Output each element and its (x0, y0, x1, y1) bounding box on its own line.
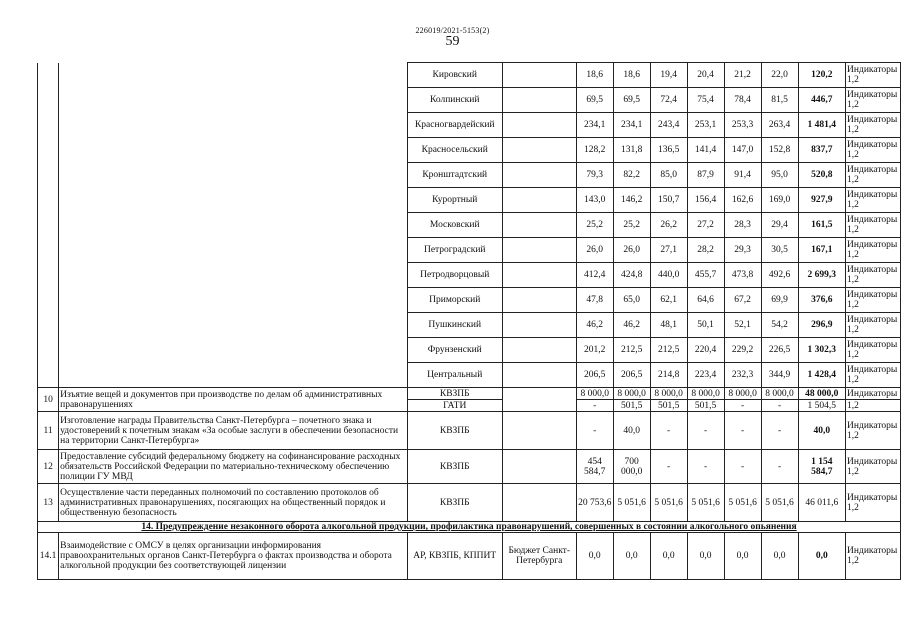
value-cell: 412,4 (576, 263, 613, 288)
activity-text (59, 63, 408, 388)
activity-text: Осуществление части переданных полномочий по составлению протоколов об административных правонарушениях, посягающих на общественный порядок и общественную безопасность (59, 484, 408, 522)
total-cell: 1 154 584,7 (798, 450, 846, 484)
indicator-cell: Индикаторы 1,2 (846, 338, 901, 363)
indicator-cell: Индикаторы 1,2 (846, 113, 901, 138)
funding-source (502, 88, 576, 113)
executor: АР, КВЗПБ, КППИТ (407, 533, 502, 580)
value-cell: 78,4 (724, 88, 761, 113)
value-cell: 220,4 (687, 338, 724, 363)
value-cell: 501,5 (613, 400, 650, 412)
value-cell: 8 000,0 (650, 388, 687, 400)
total-cell: 48 000,0 (798, 388, 846, 400)
value-cell: 5 051,6 (613, 484, 650, 522)
district-name: Пушкинский (407, 313, 502, 338)
value-cell: 700 000,0 (613, 450, 650, 484)
district-name: Центральный (407, 363, 502, 388)
district-name: Колпинский (407, 88, 502, 113)
value-cell: 8 000,0 (687, 388, 724, 400)
funding-source (502, 113, 576, 138)
value-cell: 5 051,6 (687, 484, 724, 522)
value-cell: 50,1 (687, 313, 724, 338)
total-cell: 1 428,4 (798, 363, 846, 388)
value-cell: 128,2 (576, 138, 613, 163)
value-cell: 226,5 (761, 338, 798, 363)
value-cell: 64,6 (687, 288, 724, 313)
value-cell: 91,4 (724, 163, 761, 188)
district-rows (38, 63, 901, 388)
value-cell: 201,2 (576, 338, 613, 363)
total-cell: 296,9 (798, 313, 846, 338)
value-cell: 146,2 (613, 188, 650, 213)
total-cell: 520,8 (798, 163, 846, 188)
row-number: 12 (38, 450, 59, 484)
value-cell: 136,5 (650, 138, 687, 163)
district-name: Красносельский (407, 138, 502, 163)
value-cell: 206,5 (613, 363, 650, 388)
indicator-cell: Индикаторы 1,2 (846, 63, 901, 88)
value-cell: 0,0 (687, 533, 724, 580)
value-cell: - (576, 412, 613, 450)
funding-source (502, 213, 576, 238)
value-cell: 212,5 (613, 338, 650, 363)
value-cell: 82,2 (613, 163, 650, 188)
district-name: Фрунзенский (407, 338, 502, 363)
value-cell: 0,0 (724, 533, 761, 580)
indicator-cell: Индикаторы 1,2 (846, 288, 901, 313)
executor: КВЗПБ (407, 388, 502, 400)
value-cell: 162,6 (724, 188, 761, 213)
value-cell: - (687, 412, 724, 450)
funding-source (502, 338, 576, 363)
funding-source (502, 313, 576, 338)
executor: ГАТИ (407, 400, 502, 412)
value-cell: 69,9 (761, 288, 798, 313)
value-cell: 18,6 (613, 63, 650, 88)
value-cell: 27,2 (687, 213, 724, 238)
total-cell: 120,2 (798, 63, 846, 88)
value-cell: 62,1 (650, 288, 687, 313)
value-cell: 344,9 (761, 363, 798, 388)
value-cell: 8 000,0 (576, 388, 613, 400)
value-cell: 492,6 (761, 263, 798, 288)
value-cell: 19,4 (650, 63, 687, 88)
district-name: Петродворцовый (407, 263, 502, 288)
value-cell: 72,4 (650, 88, 687, 113)
value-cell: 69,5 (613, 88, 650, 113)
activity-text: Взаимодействие с ОМСУ в целях организации информирования правоохранительных органов Санкт-Петербурга о фактах производства и оборота алкогольной продукции без соответствующей лицензии (59, 533, 408, 580)
funding-source (502, 188, 576, 213)
document-id: 226019/2021-5153(2) (415, 26, 490, 35)
funding-source (502, 63, 576, 88)
value-cell: - (761, 400, 798, 412)
district-name: Приморский (407, 288, 502, 313)
value-cell: 156,4 (687, 188, 724, 213)
value-cell: 0,0 (761, 533, 798, 580)
total-cell: 837,7 (798, 138, 846, 163)
total-cell: 46 011,6 (798, 484, 846, 522)
page-number: 59 (445, 34, 460, 49)
indicator-cell: Индикаторы 1,2 (846, 238, 901, 263)
value-cell: 5 051,6 (724, 484, 761, 522)
value-cell: 26,0 (613, 238, 650, 263)
value-cell: 28,2 (687, 238, 724, 263)
value-cell: 20 753,6 (576, 484, 613, 522)
value-cell: 47,8 (576, 288, 613, 313)
funding-source (502, 363, 576, 388)
value-cell: 87,9 (687, 163, 724, 188)
value-cell: 229,2 (724, 338, 761, 363)
value-cell: 169,0 (761, 188, 798, 213)
value-cell: 152,8 (761, 138, 798, 163)
value-cell: - (650, 450, 687, 484)
indicator-cell: Индикаторы 1,2 (846, 163, 901, 188)
value-cell: - (650, 412, 687, 450)
value-cell: 67,2 (724, 288, 761, 313)
executor: КВЗПБ (407, 412, 502, 450)
total-cell: 167,1 (798, 238, 846, 263)
value-cell: 131,8 (613, 138, 650, 163)
value-cell: 143,0 (576, 188, 613, 213)
value-cell: 0,0 (576, 533, 613, 580)
value-cell: 29,4 (761, 213, 798, 238)
funding-source (502, 484, 576, 522)
total-cell: 161,5 (798, 213, 846, 238)
value-cell: 25,2 (613, 213, 650, 238)
executor: КВЗПБ (407, 450, 502, 484)
district-name: Московский (407, 213, 502, 238)
district-name: Красногвардейский (407, 113, 502, 138)
value-cell: 8 000,0 (761, 388, 798, 400)
district-name: Петроградский (407, 238, 502, 263)
value-cell: 25,2 (576, 213, 613, 238)
value-cell: 253,1 (687, 113, 724, 138)
value-cell: - (761, 412, 798, 450)
value-cell: 150,7 (650, 188, 687, 213)
indicator-cell: Индикаторы 1,2 (846, 533, 901, 580)
total-cell: 0,0 (798, 533, 846, 580)
value-cell: 243,4 (650, 113, 687, 138)
indicator-cell: Индикаторы 1,2 (846, 363, 901, 388)
funding-source (502, 450, 576, 484)
indicator-cell: Индикаторы 1,2 (846, 138, 901, 163)
funding-source (502, 138, 576, 163)
value-cell: 5 051,6 (650, 484, 687, 522)
value-cell: 223,4 (687, 363, 724, 388)
value-cell: 234,1 (576, 113, 613, 138)
indicator-cell: Индикаторы 1,2 (846, 412, 901, 450)
district-name: Курортный (407, 188, 502, 213)
total-cell: 1 481,4 (798, 113, 846, 138)
indicator-cell: Индикаторы (846, 388, 901, 400)
indicator-cell: 1,2 (846, 400, 901, 412)
funding-source (502, 412, 576, 450)
value-cell: - (687, 450, 724, 484)
value-cell: 46,2 (576, 313, 613, 338)
value-cell: 5 051,6 (761, 484, 798, 522)
value-cell: 424,8 (613, 263, 650, 288)
value-cell: 501,5 (687, 400, 724, 412)
value-cell: 440,0 (650, 263, 687, 288)
value-cell: 95,0 (761, 163, 798, 188)
row-number: 14.1 (38, 533, 59, 580)
value-cell: 46,2 (613, 313, 650, 338)
indicator-cell: Индикаторы 1,2 (846, 263, 901, 288)
value-cell: - (724, 450, 761, 484)
value-cell: 141,4 (687, 138, 724, 163)
value-cell: 232,3 (724, 363, 761, 388)
indicator-cell: Индикаторы 1,2 (846, 484, 901, 522)
value-cell: 253,3 (724, 113, 761, 138)
value-cell: 147,0 (724, 138, 761, 163)
row-number: 10 (38, 388, 59, 412)
value-cell: 206,5 (576, 363, 613, 388)
activity-text: Изготовление награды Правительства Санкт-Петербурга – почетного знака и удостоверений к почетным знакам «За особые заслуги в обеспечении безопасности на территории Санкт-Петербурга» (59, 412, 408, 450)
value-cell: 501,5 (650, 400, 687, 412)
indicator-cell: Индикаторы 1,2 (846, 188, 901, 213)
total-cell: 2 699,3 (798, 263, 846, 288)
indicator-cell: Индикаторы 1,2 (846, 450, 901, 484)
row-number: 13 (38, 484, 59, 522)
district-name: Кировский (407, 63, 502, 88)
value-cell: 81,5 (761, 88, 798, 113)
value-cell: 21,2 (724, 63, 761, 88)
indicator-cell: Индикаторы 1,2 (846, 213, 901, 238)
value-cell: 20,4 (687, 63, 724, 88)
indicator-cell: Индикаторы 1,2 (846, 88, 901, 113)
value-cell: 30,5 (761, 238, 798, 263)
value-cell: - (724, 400, 761, 412)
funding-source (502, 288, 576, 313)
indicator-cell: Индикаторы 1,2 (846, 313, 901, 338)
value-cell: 214,8 (650, 363, 687, 388)
total-cell: 446,7 (798, 88, 846, 113)
program-table (37, 62, 901, 580)
value-cell: 40,0 (613, 412, 650, 450)
value-cell: 75,4 (687, 88, 724, 113)
value-cell: 0,0 (650, 533, 687, 580)
value-cell: 234,1 (613, 113, 650, 138)
value-cell: 48,1 (650, 313, 687, 338)
value-cell: 22,0 (761, 63, 798, 88)
value-cell: 454 584,7 (576, 450, 613, 484)
row-number (38, 63, 59, 388)
value-cell: 52,1 (724, 313, 761, 338)
funding-source (502, 238, 576, 263)
funding-source (502, 263, 576, 288)
total-cell: 40,0 (798, 412, 846, 450)
value-cell: - (761, 450, 798, 484)
total-cell: 1 302,3 (798, 338, 846, 363)
value-cell: 26,2 (650, 213, 687, 238)
total-cell: 376,6 (798, 288, 846, 313)
value-cell: 473,8 (724, 263, 761, 288)
value-cell: 54,2 (761, 313, 798, 338)
value-cell: 8 000,0 (724, 388, 761, 400)
value-cell: 85,0 (650, 163, 687, 188)
value-cell: 212,5 (650, 338, 687, 363)
value-cell: 69,5 (576, 88, 613, 113)
activity-text: Предоставление субсидий федеральному бюджету на софинансирование расходных обязательств Российской Федерации по материально-техническому обеспечению полиции ГУ МВД (59, 450, 408, 484)
funding-source (502, 163, 576, 188)
activity-text: Изъятие вещей и документов при производстве по делам об административных правонарушениях (59, 388, 408, 412)
value-cell: 263,4 (761, 113, 798, 138)
district-name: Кронштадтский (407, 163, 502, 188)
value-cell: 27,1 (650, 238, 687, 263)
value-cell: 0,0 (613, 533, 650, 580)
total-cell: 927,9 (798, 188, 846, 213)
value-cell: 79,3 (576, 163, 613, 188)
funding-source (502, 388, 576, 412)
section-14-title: 14. Предупреждение незаконного оборота алкогольной продукции, профилактика правонарушений, совершенных в состоянии алкогольного опьянения (38, 522, 901, 533)
value-cell: 65,0 (613, 288, 650, 313)
value-cell: 29,3 (724, 238, 761, 263)
row-number: 11 (38, 412, 59, 450)
executor: КВЗПБ (407, 484, 502, 522)
value-cell: 8 000,0 (613, 388, 650, 400)
district-row (38, 63, 901, 88)
value-cell: 18,6 (576, 63, 613, 88)
funding-source: Бюджет Санкт-Петербурга (502, 533, 576, 580)
value-cell: 455,7 (687, 263, 724, 288)
value-cell: 28,3 (724, 213, 761, 238)
value-cell: 26,0 (576, 238, 613, 263)
value-cell: - (724, 412, 761, 450)
total-cell: 1 504,5 (798, 400, 846, 412)
value-cell: - (576, 400, 613, 412)
